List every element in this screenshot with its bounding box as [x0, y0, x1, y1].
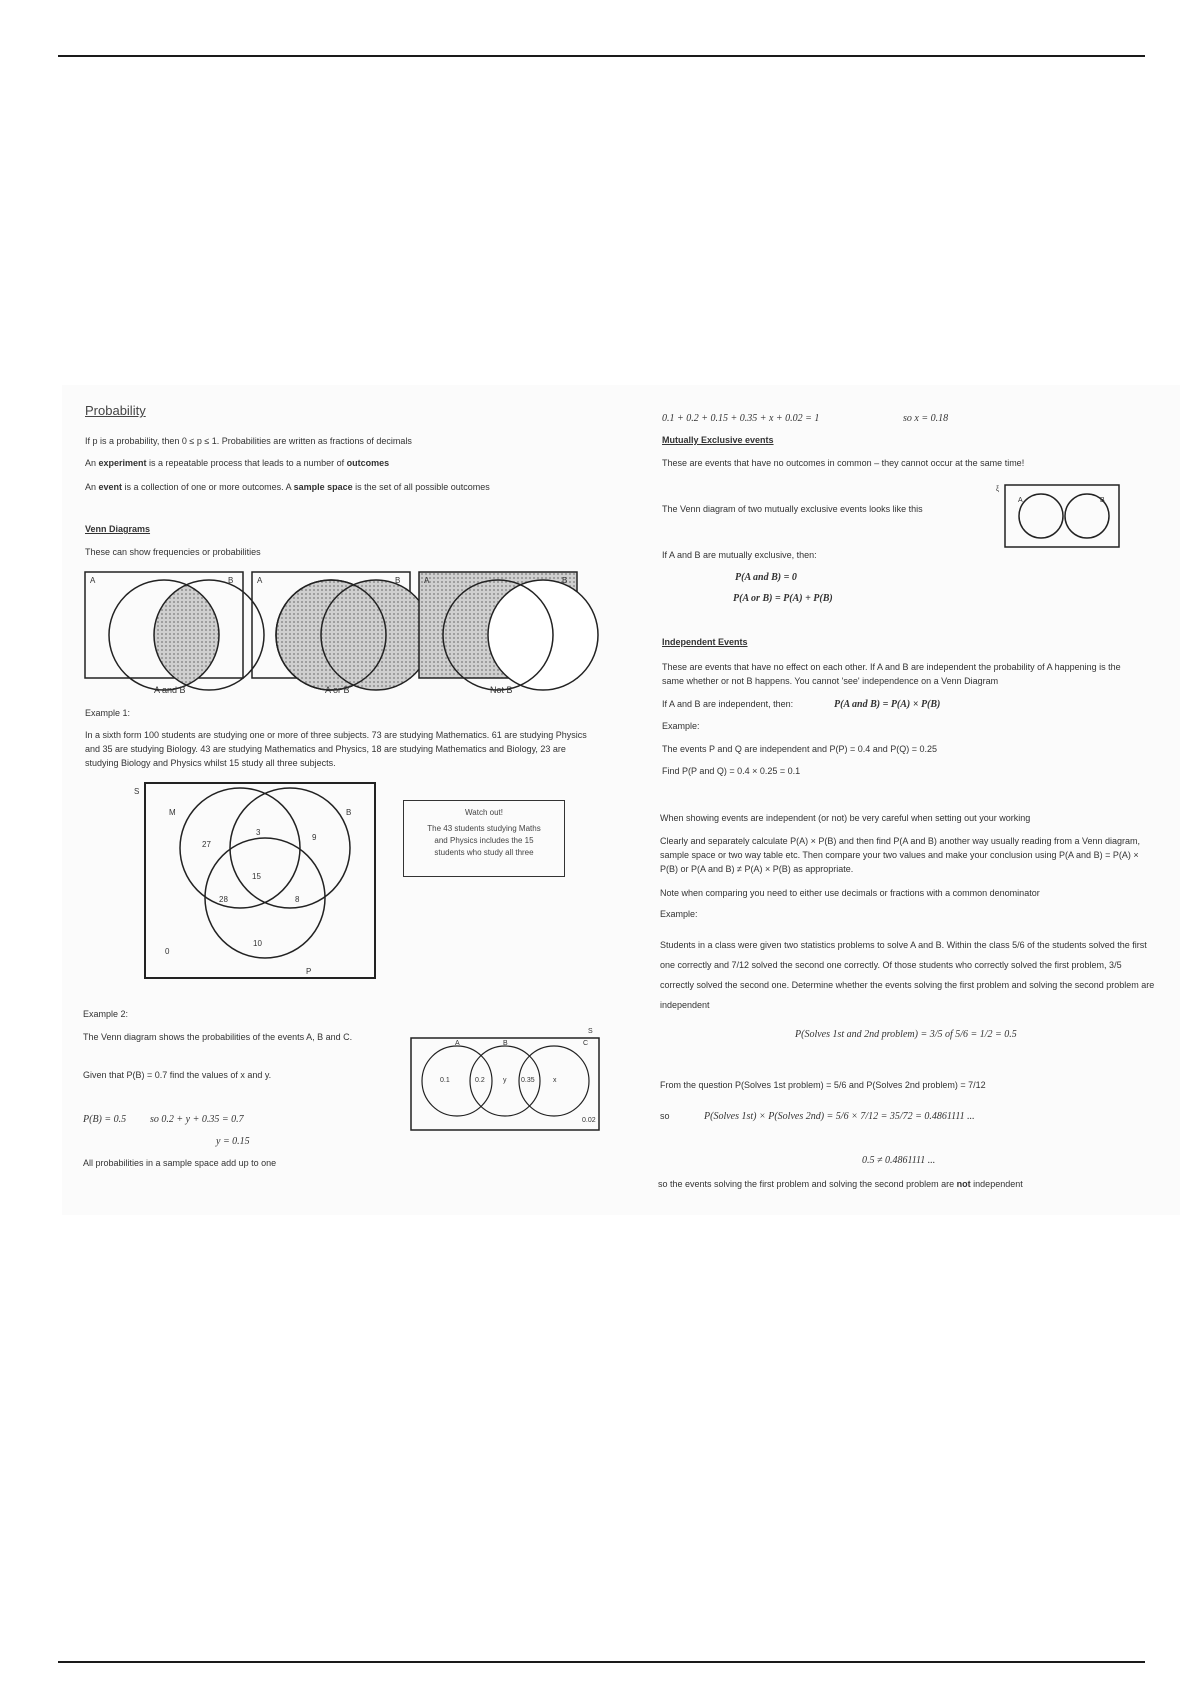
conclusion-a: so the events solving the first problem and solving the second problem are [658, 1179, 957, 1189]
ex2-value-bc: 0.35 [521, 1077, 535, 1084]
ex1-value-m-only: 27 [202, 840, 211, 849]
intro-line-2 [85, 457, 389, 470]
watch-out-title: Watch out! [465, 808, 503, 817]
mutual-heading: Mutually Exclusive events [662, 435, 774, 445]
intro-2c: is a repeatable process that leads to a number of [146, 458, 347, 468]
venn-caption-or: A or B [325, 685, 350, 695]
ex2-working-3: y = 0.15 [216, 1136, 250, 1147]
ex1-label-b: B [346, 808, 352, 817]
venn2-label-b: B [395, 576, 401, 585]
mutual-venn-text: The Venn diagram of two mutually exclusive events looks like this [662, 504, 923, 514]
ex1-value-b-only: 9 [312, 833, 317, 842]
sum-line: 0.1 + 0.2 + 0.15 + 0.35 + x + 0.02 = 1 [662, 413, 820, 424]
intro-3d: sample space [293, 482, 353, 492]
ex2-note: All probabilities in a sample space add up to one [83, 1158, 277, 1168]
example-label-1: Example: [662, 721, 700, 731]
mutual-label-b: B [1100, 497, 1105, 504]
intro-2d: outcomes [346, 458, 390, 468]
intro-3e: is the set of all possible outcomes [352, 482, 490, 492]
ex1-label-p: P [306, 967, 312, 976]
venn3-label-b: B [562, 576, 568, 585]
venn-caption-and: A and B [154, 685, 186, 695]
ex2-label-b: B [503, 1040, 508, 1047]
venn-caption-not: Not B [490, 685, 513, 695]
independent-example-1: The events P and Q are independent and P(P) = 0.4 and P(Q) = 0.25 [662, 744, 938, 754]
ex1-label-s: S [134, 787, 140, 796]
ex2-value-ab: 0.2 [475, 1077, 485, 1084]
ex1-circle-b [230, 788, 350, 908]
mutual-label-s: ξ [996, 486, 1000, 493]
intro-line-1: If p is a probability, then 0 ≤ p ≤ 1. Probabilities are written as fractions of decimals [85, 436, 412, 446]
example2-heading: Example 2: [83, 1009, 129, 1019]
venn-subheading: These can show frequencies or probabilities [85, 547, 261, 557]
conclusion-c: independent [970, 1179, 1023, 1189]
calc-so: so [660, 1111, 670, 1121]
venn-or-circle-b [321, 580, 431, 690]
independent-example-2: Find P(P and Q) = 0.4 × 0.25 = 0.1 [662, 766, 801, 776]
example-label-2: Example: [660, 909, 698, 919]
intro-line-3 [85, 481, 490, 494]
mutual-venn [1005, 485, 1130, 551]
ex2-working-1: P(B) = 0.5 [83, 1114, 127, 1125]
ex2-working-2: so 0.2 + y + 0.35 = 0.7 [150, 1114, 244, 1125]
intro-3a: An [85, 482, 99, 492]
calc-line-4: 0.5 ≠ 0.4861111 ... [862, 1155, 936, 1166]
mutual-formula-1: P(A and B) = 0 [735, 572, 797, 583]
ex2-label-c: C [583, 1040, 589, 1047]
ex1-value-p-only: 10 [253, 939, 262, 948]
calc-line-3: P(Solves 1st) × P(Solves 2nd) = 5/6 × 7/12 = 35/72 = 0.4861111 ... [704, 1111, 975, 1122]
conclusion-b: not [956, 1179, 971, 1189]
ex1-circle-m [180, 788, 300, 908]
mutual-label-a: A [1018, 497, 1023, 504]
venn-heading: Venn Diagrams [85, 524, 151, 534]
independent-heading: Independent Events [662, 637, 748, 647]
venn2-label-a: A [257, 576, 263, 585]
venn1-label-b: B [228, 576, 234, 585]
mutual-text: These are events that have no outcomes in common – they cannot occur at the same time! [662, 458, 1025, 468]
ex1-value-mb: 3 [256, 828, 261, 837]
intro-2b: experiment [98, 458, 147, 468]
showing-para-3: Note when comparing you need to either use decimals or fractions with a common denominator [660, 888, 1040, 898]
example2-given: Given that P(B) = 0.7 find the values of x and y. [83, 1070, 272, 1080]
sum-result: so x = 0.18 [903, 413, 949, 424]
ex2-label-a: A [455, 1040, 460, 1047]
ex1-value-outside: 0 [165, 947, 170, 956]
example2-text: The Venn diagram shows the probabilities of the events A, B and C. [83, 1032, 353, 1042]
calc-line-1: P(Solves 1st and 2nd problem) = 3/5 of 5/6 = 1/2 = 0.5 [795, 1029, 1017, 1040]
example1-text: In a sixth form 100 students are studying one or more of three subjects. 73 are studying Mathematics. 61 are studying Physics and 35 are studying Biology. 43 are studying Mathematics and Physics, 18 are studying Mathematics and Biology, 23 are studying Biology and Physics whilst 15 study all three subjects. [85, 730, 587, 768]
venn-diagrams-row [84, 568, 604, 698]
ex1-value-bp: 8 [295, 895, 300, 904]
intro-3c: is a collection of one or more outcomes. A [122, 482, 294, 492]
bottom-rule [58, 1661, 1145, 1663]
class-example-text: Students in a class were given two statistics problems to solve A and B. Within the class 5/6 of the students solved the first one correctly and 7/12 solved the second one correctly. Of those students who correctly solved the first problem, 3/5 correctly solved the second one. Determine whether the events solving the first problem and solving the second problem are independent [660, 940, 1155, 1010]
venn1-label-a: A [90, 576, 96, 585]
calc-line-2: From the question P(Solves 1st problem) = 5/6 and P(Solves 2nd problem) = 7/12 [660, 1080, 986, 1090]
independent-text: These are events that have no effect on each other. If A and B are independent the probability of A happening is the same whether or not B happens. You cannot 'see' independence on a Venn Diagram [662, 662, 1121, 686]
page-title: Probability [85, 403, 146, 418]
ex2-value-outside: 0.02 [582, 1117, 596, 1124]
ex1-value-mp: 28 [219, 895, 228, 904]
watch-out-box [403, 800, 565, 877]
independent-if: If A and B are independent, then: [662, 699, 794, 709]
ex1-value-mbp: 15 [252, 872, 261, 881]
mutual-formula-2: P(A or B) = P(A) + P(B) [733, 593, 833, 604]
ex2-value-c-only: x [553, 1077, 557, 1084]
showing-para-1: When showing events are independent (or not) be very careful when setting out your working [660, 813, 1031, 823]
independent-formula: P(A and B) = P(A) × P(B) [834, 699, 941, 710]
ex2-label-s: S [588, 1028, 593, 1035]
mutual-circle-a [1019, 494, 1063, 538]
example1-heading: Example 1: [85, 708, 131, 718]
conclusion [658, 1178, 1023, 1191]
ex2-value-b-only: y [503, 1077, 507, 1084]
intro-3b: event [98, 482, 123, 492]
venn-not-circle-b [488, 580, 598, 690]
mutual-if: If A and B are mutually exclusive, then: [662, 550, 817, 560]
ex2-value-a-only: 0.1 [440, 1077, 450, 1084]
intro-2a: An [85, 458, 99, 468]
venn3-label-a: A [424, 576, 430, 585]
watch-out-text: The 43 students studying Maths and Physics includes the 15 students who study all three [427, 824, 541, 857]
top-rule [58, 55, 1145, 57]
ex1-label-m: M [169, 808, 176, 817]
showing-para-2: Clearly and separately calculate P(A) × P(B) and then find P(A and B) another way usually reading from a Venn diagram, sample space or two way table etc. Then compare your two values and make your conclusion using P(A and B) = P(A) × P(B) or P(A and B) ≠ P(A) × P(B) as appropriate. [660, 836, 1141, 874]
